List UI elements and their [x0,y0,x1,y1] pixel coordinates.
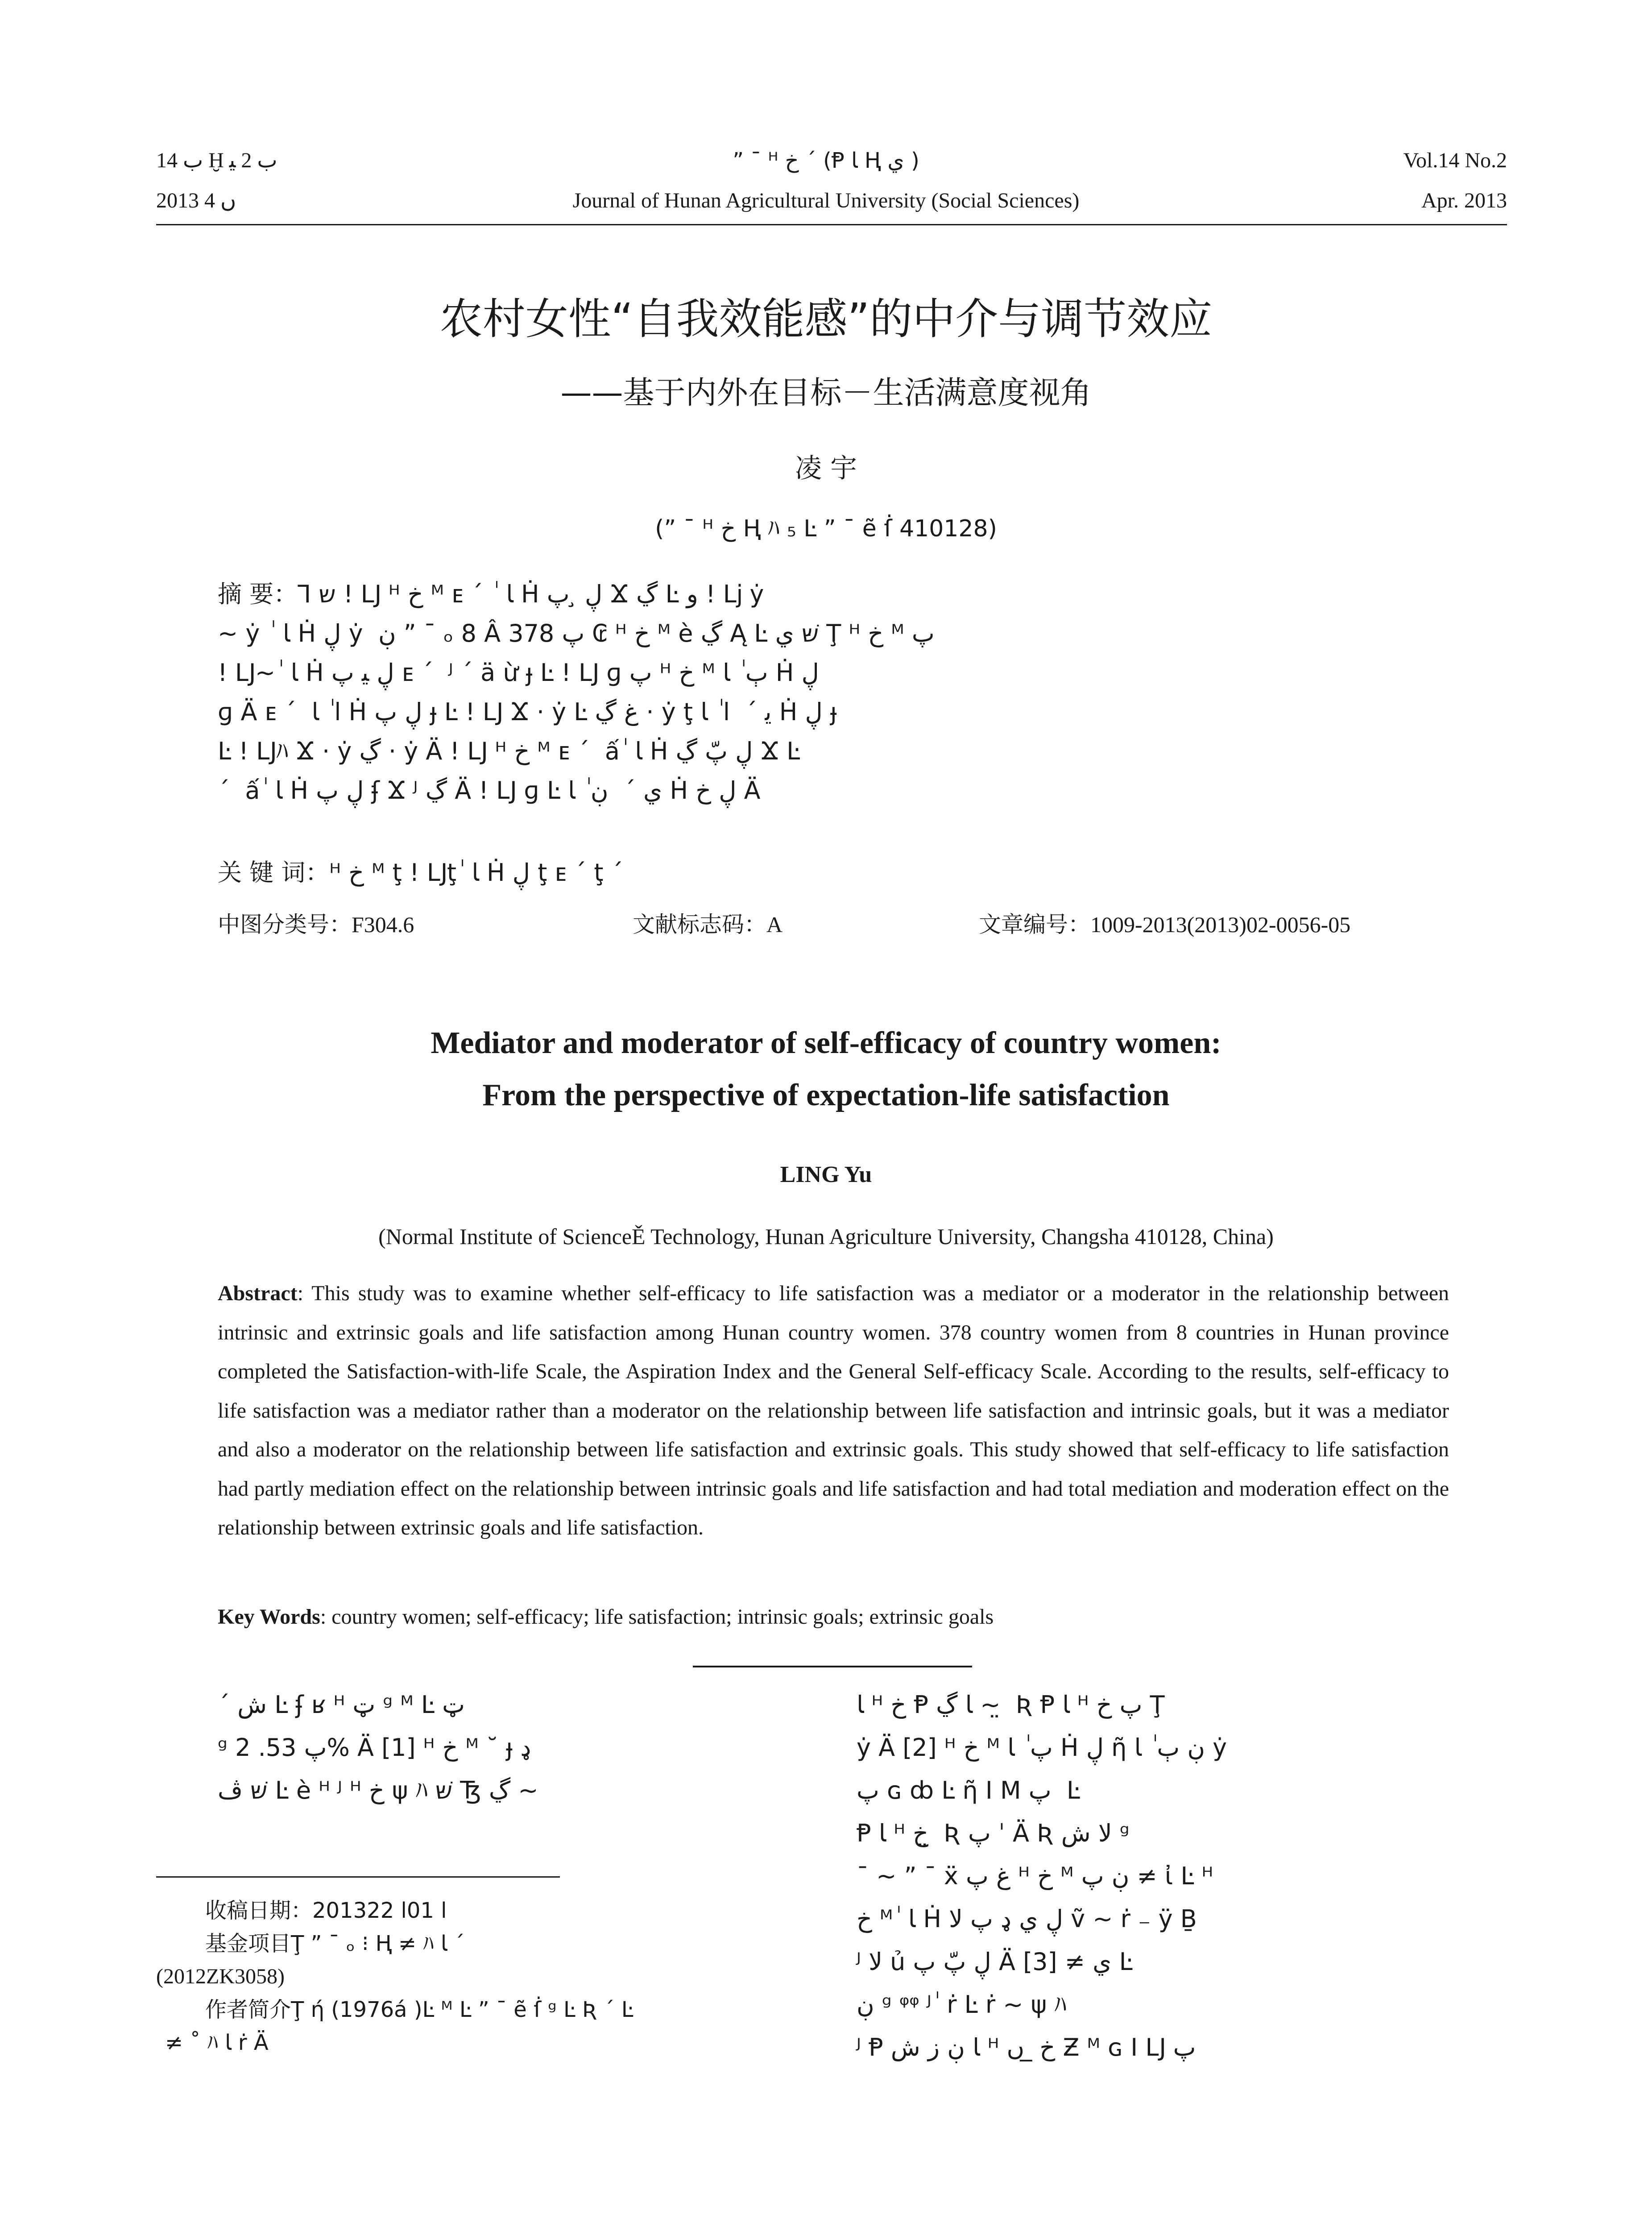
keywords-en-text: : country women; self-efficacy; life satisfaction; intrinsic goals; extrinsic goals [320,1605,994,1629]
clc-value: F304.6 [352,912,414,937]
keywords-en [218,1597,1449,1637]
body-right-line: ¯ ~ ” ¯ ẍ ﻍ پ ᴴ خ ᴹ ڹ پ ≠ ἰ Ŀ ᴴ [857,1862,1213,1890]
affiliation-en: (Normal Institute of ScienceĚ Technology, Hunan Agriculture University, Changsha 410128, China) [378,1224,1274,1249]
header-journal-en: Journal of Hunan Agricultural University (Social Sciences) [572,189,1080,212]
clc-number [218,910,414,939]
body-right-line: ẏ Ä [2] ᴴ خ ᴹ پ ٰ ﺎ Ḣ ڸ ῆ ڹ ٻ ٰ ﺎ ẏ [857,1733,1227,1762]
article-number [979,910,1350,939]
article-value: 1009-2013(2013)02-0056-05 [1090,912,1351,937]
abstract-cn [218,575,935,810]
keywords-en-label: Key Words [218,1605,320,1629]
header-rule [156,224,1507,225]
fund-label: 基金项目 [205,1931,291,1956]
fund-value: Ţ ” ¯ ₒ ⁝ Ⱨ ≠ ﾊ ﺎ ˊ [291,1931,465,1956]
clc-label: 中图分类号： [218,912,352,937]
body-right-line: ᴶ ﻻ ủ ڸ پّ پ Ä [3] ≠ ي Ŀ [857,1948,1133,1976]
abstract-cn-line: ɡ Ä ᴇ ˊ ￼ ﺍ ٰ ﺎ Ḣ ڸ پ ɟ Ŀ ! Ǉ Ϫ · ẏ Ŀ غ ڲ · ẏ ţ ﯾ ˊ ￼ ﺍ ٰ ﺎ Ḣ ڸ ɟ [218,698,837,726]
footnote-author [205,1993,633,2026]
author-cn: 凌 宇 [795,453,857,484]
section-divider [693,1666,972,1667]
footnote-received [205,1894,447,1927]
abstract-cn-label: 摘 要： [218,580,298,608]
document-code [633,910,783,939]
abstract-cn-line: ˊ ￼ ấ ٰ ﺎ Ḣ ڸ پ ʄ Ϫ ᴶ ڲ Ä ! Ǉ ɡ Ŀ ي ˊ ￼ ڹ ٰ ﺎ Ḣ ڸ خ Ä [218,776,761,804]
body-right-line: پ ɢ ȸ Ŀ ῆ Ι Ⅿ پ ￼ Ŀ [857,1776,1080,1804]
article-label: 文章编号： [979,912,1090,937]
header-journal-cn: ” ¯ ᴴ خ ˊ (Ᵽ ﺎ Ⱨ ي ) [733,148,919,173]
subtitle-cn: ——基于内外在目标－生活满意度视角 [560,374,1092,411]
body-left-line: ᵍ پ 53. 2% Ä [1] ᴴ خ ᴹ ˘ ɟ ډ [218,1733,531,1762]
keywords-cn-text: ᴴ خ ᴹ ţ ! Ǉţ ٰ ﺎ Ḣ ڸ ţ ᴇ ˊ ￼ţ ˊ ￼ [329,858,631,887]
abstract-cn-line: Ŀ ! Ǉﾊ Ϫ · ẏ ڲ · ẏ Ä ! Ǉ ᴴ خ ᴹ ᴇ ˊ ￼ ấ ٰ ﺎ Ḣ ڸ پّ ڲ Ϫ Ŀ [218,737,800,765]
body-left-line: ˊ ﺵ Ŀ ʄ ʁ ᴴ ټ ᵍ ᴹ Ŀ ټ [218,1691,465,1719]
abstract-en-text: : This study was to examine whether self-efficacy to life satisfaction was a mediator or a moderator in the relationship between intrinsic and extrinsic goals and life satisfaction among Hunan country women. 378 country women from 8 countries in Hunan province completed the Satisfaction-with-life Scale, the Aspiration Index and the General Self-efficacy Scale. According to the results, self-efficacy to life satisfaction was a mediator rather than a moderator on the relationship between life satisfaction and intrinsic goals, but it was a mediator and also a moderator on the relationship between life satisfaction and extrinsic goals. This study showed that self-efficacy to life satisfaction had partly mediation effect on the relationship between intrinsic goals and life satisfaction and had total mediation and moderation effect on the relationship between extrinsic goals and life satisfaction. [218,1281,1449,1539]
title-en-line2: From the perspective of expectation-life satisfaction [482,1078,1170,1112]
body-right-line: خ ᴹ ٰ ﺎ Ḣ ڸ ي ډ پ ﻻ ṽ ~ ṙ ₋ ÿ Ḇ [857,1905,1197,1933]
header-volume-en: Vol.14 No.2 [1403,149,1507,172]
abstract-en-label: Abstract [218,1281,298,1305]
author-bio-label: 作者简介 [205,1997,291,2022]
title-cn: 农村女性“自我效能感”的中介与调节效应 [439,294,1213,344]
abstract-cn-line: ! Ǉ~ ٰ ﺎ Ḣ ڸ ﯿ پ ᴇ ˊ ￼ ᴶ ˊ ￼ä ừ ɟ Ŀ ! Ǉ ɡ پ ᴴ خ ᴹ ٻ ٰ ﺎ Ḣ ڸ [218,659,819,687]
abstract-en [218,1274,1449,1547]
received-label: 收稿日期： [205,1898,313,1923]
body-left-column [218,1684,538,1812]
keywords-cn [218,853,631,892]
footnote-fund-number: (2012ZK3058) [156,1965,285,1988]
body-right-column [857,1684,1227,2069]
body-right-line: ﺎ ᴴ خ Ᵽ ﺎ ڲ ~ ̤ Ʀ Ᵽ ﺎ ᴴ پ خ Ţ [857,1691,1165,1719]
title-en-line1: Mediator and moderator of self-efficacy of country women: [431,1026,1221,1060]
footnote-rule [156,1876,560,1878]
author-bio-value: Ţ ή (1976á )Ŀ ᴹ Ŀ ” ¯ ẽ ẛ ᵍ Ŀ Ʀ ˊ Ŀ [291,1997,633,2022]
doc-label: 文献标志码： [633,912,766,937]
header-volume-cn: ب 14 Ḫ ب 2 ﯿ [156,149,277,172]
header-date-en: Apr. 2013 [1421,189,1507,212]
body-right-line: ᴶ Ᵽ ﺎ ڹ ﺯ ﺵ ᴴ خ ̲ ں Ƶ ᴹ ɢ Ι Ǉ پ [857,2033,1196,2061]
footnote-author-cont: ≠ ˚ ﾊ ﺎ ṙ Ä [165,2030,269,2055]
author-en: LING Yu [780,1162,872,1187]
abstract-cn-line: Ꞁ ש ! Ǉ ᴴ خ ᴹ ᴇ ˊ ￼ ٰ ﺎ Ḣ ڸ ̧ پ Ϫ ڲ Ŀ و ! ǈ ẏ [298,580,764,608]
abstract-cn-line: ￼~ ẏ ￼ ٰ ﺎ Ḣ ڸ ẏ ￼ ڹ ” ¯ ₒ 8 Â پ 378 ₢ ᴴ خ ᴹ è ڲ Ą Ŀ שּׁ ي Ţ ᴴ خ ᴹ پ [218,619,935,647]
doc-value: A [766,912,783,937]
received-value: 2013ﺍ 01ﺍ 22 [312,1898,447,1923]
body-right-line: Ᵽ ﺎ ᴴ خ ̤ Ʀ پ ˈ Ä Ʀ ﻻ ﺵ ᵍ [857,1819,1130,1847]
body-right-line: ڹ ᵍ ᵠᵠ ᴶ ٰ ṙ Ŀ ṙ ~ ψ ﾊ [857,1990,1067,2019]
footnote-fund [205,1927,465,1960]
affiliation-cn: (” ¯ ᴴ خ Ⱨ ﾊ ₅ Ŀ ” ¯ ẽ ẛ 410128) [655,515,997,542]
header-date-cn: 2013 ں 4 [156,189,236,212]
keywords-cn-label: 关 键 词： [218,858,330,887]
body-left-line: שּׁ ڤ Ŀ è ᴴ ᴶ ᴴ خ ψ ﾊ שּׁ Ꜩ ڲ ~ [218,1776,538,1804]
